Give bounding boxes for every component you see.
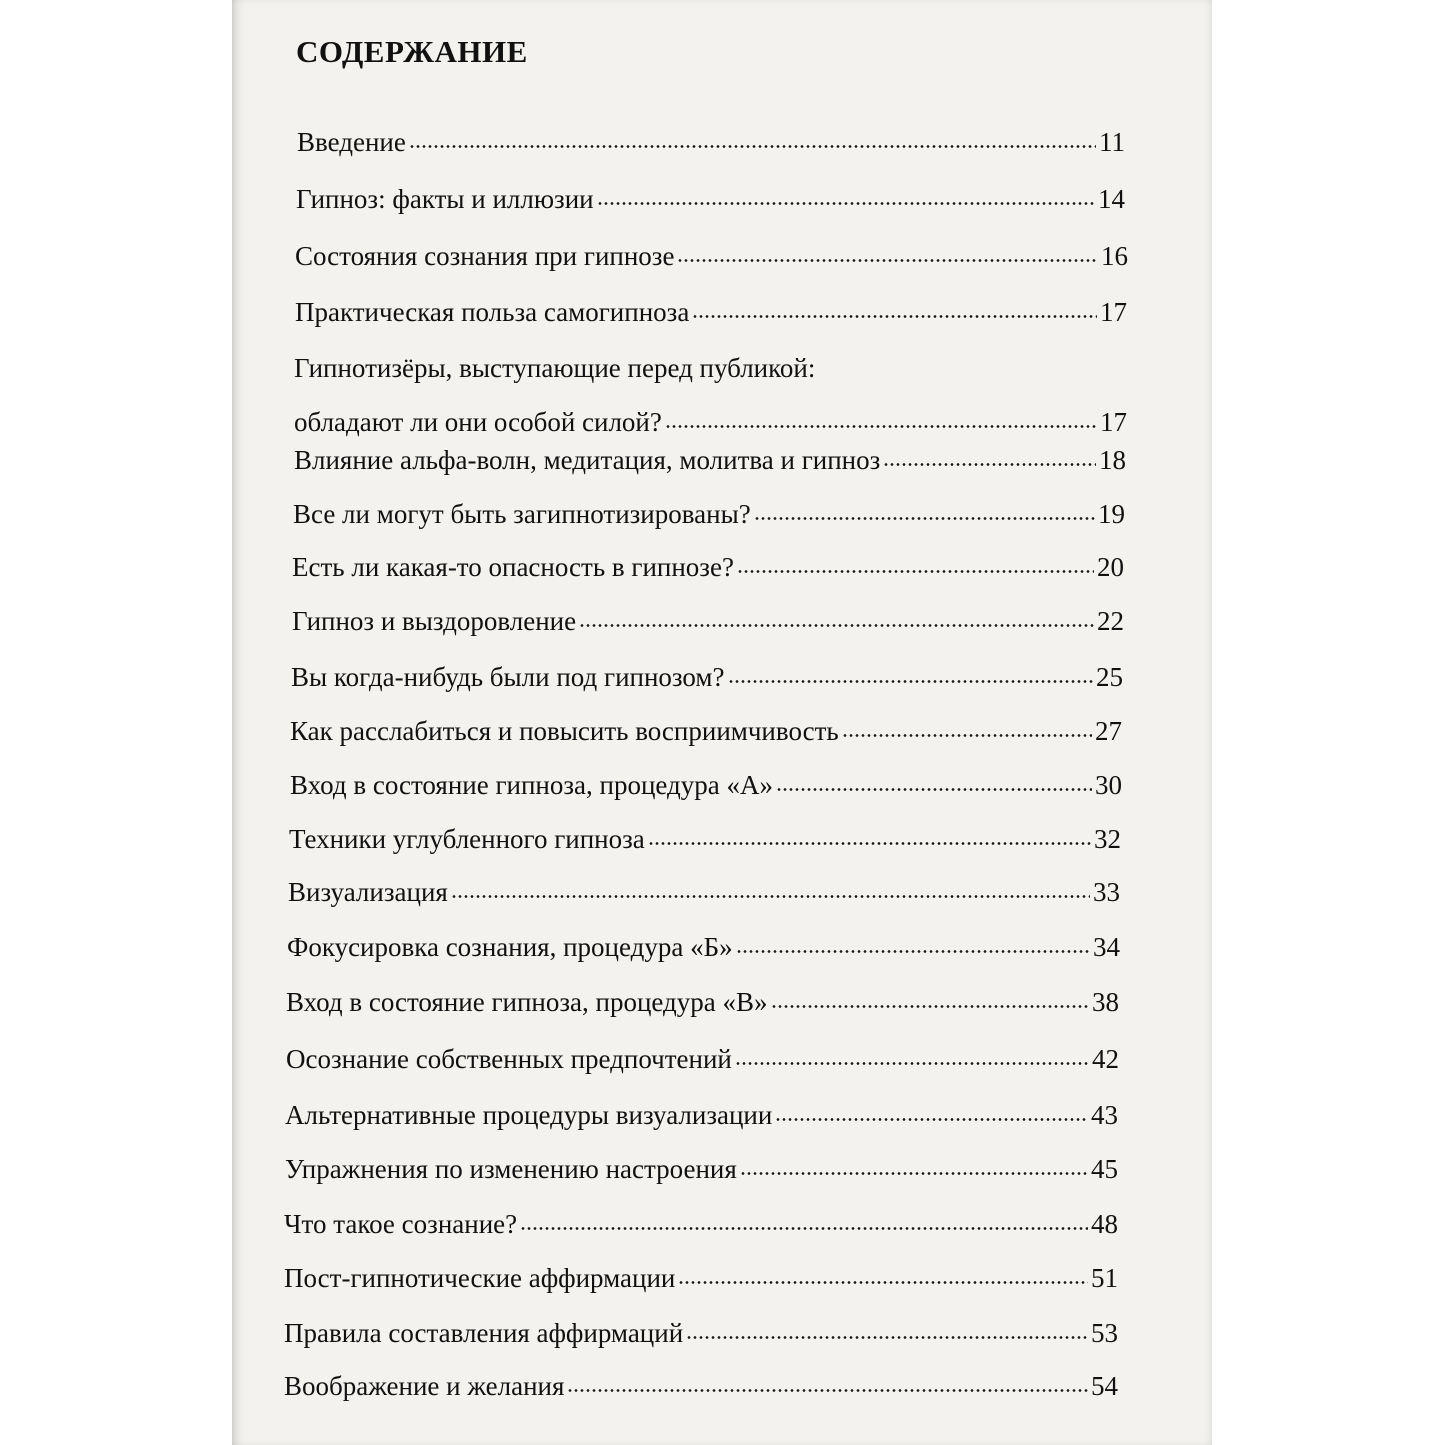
toc-entry-title: Техники углубленного гипноза — [289, 824, 645, 854]
toc-entry-title: обладают ли они особой силой? — [294, 407, 662, 437]
toc-entry-title: Введение — [297, 127, 406, 157]
toc-entry — [296, 181, 1125, 217]
toc-entry-page: 45 — [1091, 1154, 1118, 1184]
dot-leader — [567, 1389, 1088, 1392]
toc-entry-title: Вход в состояние гипноза, процедура «В» — [286, 987, 768, 1017]
dot-leader — [737, 570, 1094, 573]
toc-entry — [297, 124, 1125, 160]
toc-entry — [294, 350, 1127, 440]
toc-entry-page: 38 — [1092, 987, 1119, 1017]
toc-entry-title: Правила составления аффирмаций — [284, 1318, 684, 1348]
toc-entry — [292, 603, 1124, 639]
toc-entry-title: Фокусировка сознания, процедура «Б» — [287, 932, 733, 962]
dot-leader — [409, 145, 1096, 148]
toc-entry — [287, 929, 1120, 965]
toc-entry-title: Гипноз и выздоровление — [292, 606, 577, 636]
toc-entry — [285, 1097, 1118, 1133]
dot-leader — [686, 1336, 1088, 1339]
dot-leader — [597, 202, 1095, 205]
toc-entry — [294, 442, 1126, 478]
dot-leader — [648, 842, 1091, 845]
toc-entry-page: 14 — [1098, 184, 1125, 214]
toc-entry-page: 20 — [1097, 552, 1124, 582]
toc-entry-title: Визуализация — [288, 877, 448, 907]
toc-entry-title: Пост-гипнотические аффирмации — [284, 1263, 676, 1293]
dot-leader — [579, 624, 1094, 627]
toc-entry-title: Есть ли какая-то опасность в гипнозе? — [292, 552, 734, 582]
toc-entry-title: Альтернативные процедуры визуализации — [285, 1100, 773, 1130]
dot-leader — [735, 1062, 1089, 1065]
toc-entry-page: 33 — [1093, 877, 1120, 907]
toc-entry — [286, 1041, 1119, 1077]
toc-entry-title: Вход в состояние гипноза, процедура «А» — [290, 770, 774, 800]
toc-entry-page: 30 — [1095, 770, 1122, 800]
toc-entry — [285, 1151, 1118, 1187]
dot-leader — [754, 517, 1095, 520]
toc-entry-page: 22 — [1097, 606, 1124, 636]
toc-list — [232, 0, 1212, 1445]
toc-heading: СОДЕРЖАНИЕ — [296, 34, 528, 69]
toc-entry — [284, 1368, 1118, 1404]
toc-entry-page: 42 — [1092, 1044, 1119, 1074]
toc-entry — [284, 1260, 1118, 1296]
toc-entry-title: Упражнения по изменению настроения — [285, 1154, 737, 1184]
toc-entry-title: Как расслабиться и повысить восприимчивость — [290, 716, 839, 746]
toc-entry-page: 17 — [1100, 297, 1127, 327]
toc-entry-page: 19 — [1098, 499, 1125, 529]
toc-entry-page: 16 — [1101, 241, 1128, 271]
toc-entry-title: Что такое сознание? — [284, 1209, 518, 1239]
toc-entry-page: 32 — [1094, 824, 1121, 854]
dot-leader — [692, 315, 1097, 318]
toc-entry — [286, 984, 1119, 1020]
toc-entry-line — [294, 350, 1127, 386]
toc-entry-page: 51 — [1091, 1263, 1118, 1293]
toc-entry — [293, 496, 1125, 532]
toc-entry — [290, 767, 1122, 803]
dot-leader — [728, 680, 1094, 683]
dot-leader — [678, 1281, 1088, 1284]
page-sheet — [232, 0, 1212, 1445]
dot-leader — [740, 1172, 1088, 1175]
toc-entry — [289, 821, 1121, 857]
toc-entry-page: 34 — [1093, 932, 1120, 962]
toc-entry-title: Гипнотизёры, выступающие перед публикой: — [294, 353, 816, 383]
toc-entry — [291, 659, 1123, 695]
toc-entry-line — [294, 404, 1127, 440]
toc-entry-title: Воображение и желания — [284, 1371, 565, 1401]
toc-entry — [288, 874, 1120, 910]
toc-entry-title: Вы когда-нибудь были под гипнозом? — [291, 662, 725, 692]
dot-leader — [736, 950, 1090, 953]
toc-entry — [292, 549, 1124, 585]
dot-leader — [776, 788, 1092, 791]
toc-entry-page: 25 — [1096, 662, 1123, 692]
toc-entry-page: 27 — [1095, 716, 1122, 746]
toc-entry-title: Осознание собственных предпочтений — [286, 1044, 732, 1074]
dot-leader — [883, 463, 1096, 466]
toc-entry-title: Гипноз: факты и иллюзии — [296, 184, 594, 214]
toc-entry — [290, 713, 1122, 749]
toc-entry-title: Все ли могут быть загипнотизированы? — [293, 499, 751, 529]
toc-entry-page: 48 — [1091, 1209, 1118, 1239]
dot-leader — [842, 734, 1092, 737]
toc-entry-page: 18 — [1099, 445, 1126, 475]
toc-entry-title: Влияние альфа-волн, медитация, молитва и гипноз — [294, 445, 881, 475]
dot-leader — [665, 425, 1097, 428]
toc-entry — [295, 294, 1127, 330]
dot-leader — [775, 1118, 1088, 1121]
dot-leader — [677, 259, 1098, 262]
toc-entry-page: 54 — [1091, 1371, 1118, 1401]
dot-leader — [451, 895, 1090, 898]
toc-entry-page: 17 — [1100, 407, 1127, 437]
dot-leader — [771, 1005, 1089, 1008]
toc-entry-page: 11 — [1099, 127, 1125, 157]
toc-entry — [295, 238, 1128, 274]
toc-entry — [284, 1206, 1118, 1242]
toc-entry-page: 53 — [1091, 1318, 1118, 1348]
toc-entry-title: Практическая польза самогипноза — [295, 297, 690, 327]
dot-leader — [520, 1227, 1088, 1230]
toc-entry — [284, 1315, 1118, 1351]
toc-entry-page: 43 — [1091, 1100, 1118, 1130]
toc-entry-title: Состояния сознания при гипнозе — [295, 241, 675, 271]
